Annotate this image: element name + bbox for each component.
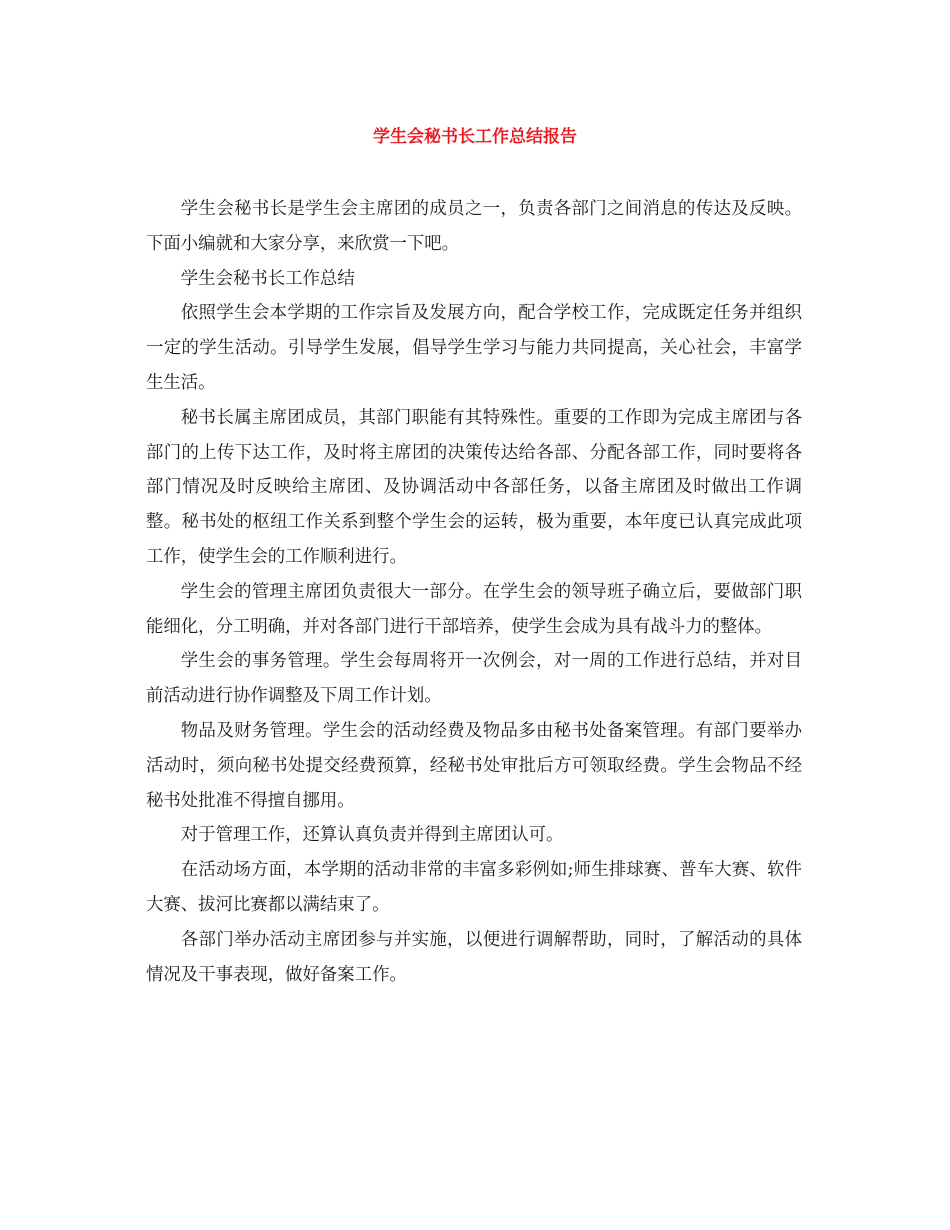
paragraph-finance: 物品及财务管理。学生会的活动经费及物品多由秘书处备案管理。有部门要举办活动时，须向秘书处提交经费预算，经秘书处审批后方可领取经费。学生会物品不经秘书处批准不得擅自挪用。 — [146, 720, 802, 811]
paragraph-intro: 学生会秘书长是学生会主席团的成员之一，负责各部门之间消息的传达及反映。下面小编就和大家分享，来欣赏一下吧。 — [146, 199, 802, 254]
document-body — [146, 192, 802, 992]
paragraph-management: 学生会的管理主席团负责很大一部分。在学生会的领导班子确立后，要做部门职能细化，分工明确，并对各部门进行干部培养，使学生会成为具有战斗力的整体。 — [146, 581, 802, 637]
paragraph-secretary-role: 秘书长属主席团成员，其部门职能有其特殊性。重要的工作即为完成主席团与各部门的上传下达工作，及时将主席团的决策传达给各部、分配各部工作，同时要将各部门情况及时反映给主席团、及协调活动中各部任务，以备主席团及时做出工作调整。秘书处的枢纽工作关系到整个学生会的运转，极为重要，本年度已认真完成此项工作，使学生会的工作顺利进行。 — [146, 407, 802, 567]
paragraph-activities: 在活动场方面，本学期的活动非常的丰富多彩例如;师生排球赛、普车大赛、软件大赛、拔河比赛都以满结束了。 — [146, 860, 802, 915]
document-title: 学生会秘书长工作总结报告 — [373, 127, 577, 147]
paragraph-affairs: 学生会的事务管理。学生会每周将开一次例会，对一周的工作进行总结，并对目前活动进行协作调整及下周工作计划。 — [146, 651, 802, 707]
paragraph-subheading: 学生会秘书长工作总结 — [180, 268, 355, 289]
paragraph-work-purpose: 依照学生会本学期的工作宗旨及发展方向，配合学校工作，完成既定任务并组织一定的学生活动。引导学生发展，倡导学生学习与能力共同提高，关心社会，丰富学生生活。 — [146, 303, 802, 393]
paragraph-department-activities: 各部门举办活动主席团参与并实施，以便进行调解帮助，同时，了解活动的具体情况及干事表现，做好备案工作。 — [146, 929, 802, 985]
paragraph-management-summary: 对于管理工作，还算认真负责并得到主席团认可。 — [180, 825, 564, 846]
